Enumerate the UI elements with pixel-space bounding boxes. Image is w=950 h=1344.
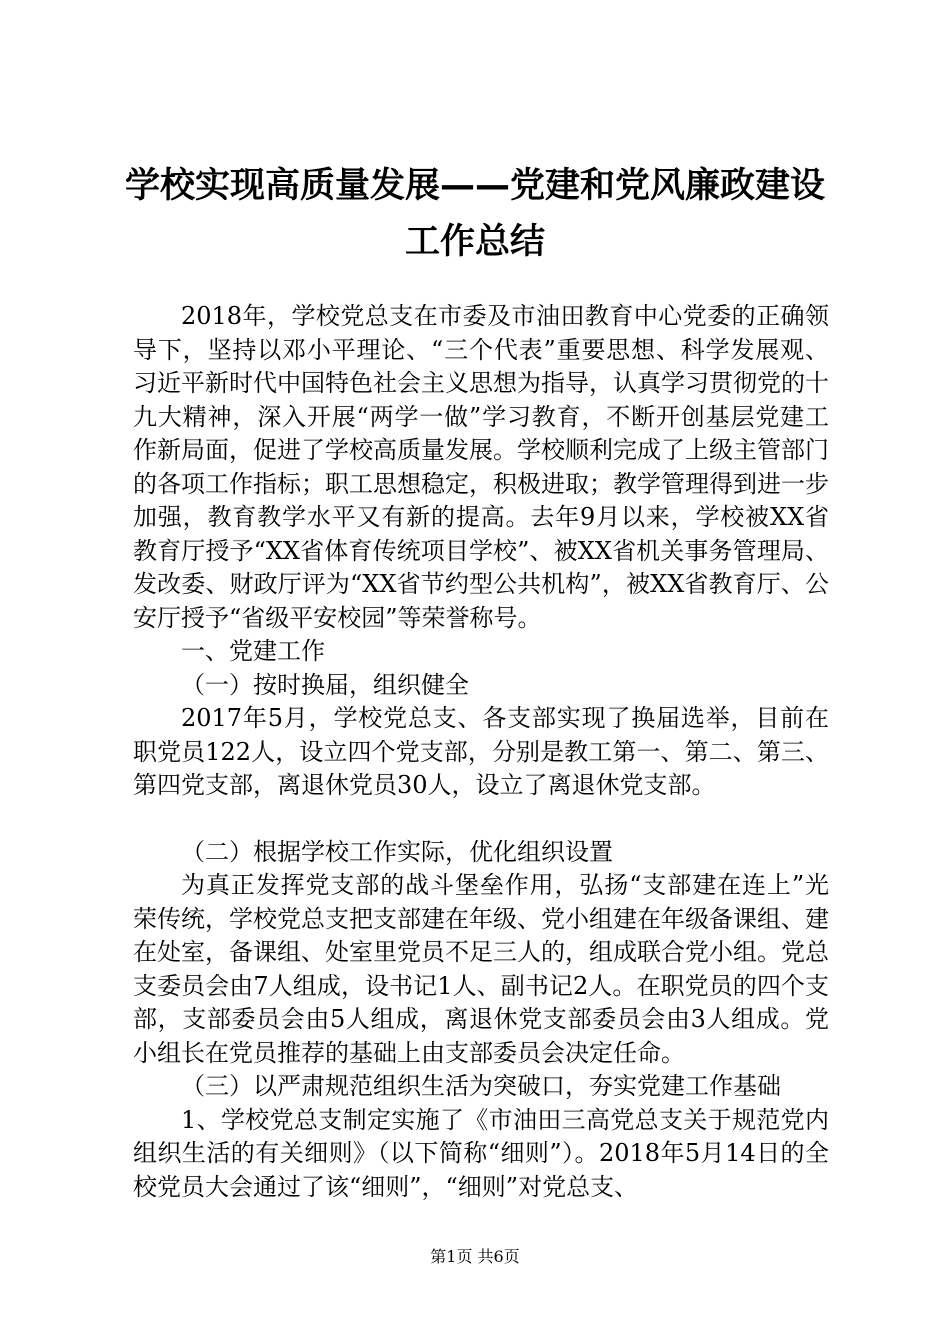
paragraph: 为真正发挥党支部的战斗堡垒作用，弘扬“支部建在连上”光荣传统，学校党总支把支部建在年级、党小组建在年级备课组、建在处室，备课组、处室里党员不足三人的，组成联合党小组。党总支委员会由7人组成，设书记1人、副书记2人。在职党员的四个支部，支部委员会由5人组成，离退休党支部委员会由3人组成。党小组长在党员推荐的基础上由支部委员会决定任命。 bbox=[133, 871, 829, 1067]
subsection-heading: （二）根据学校工作实际，优化组织设置 bbox=[181, 837, 613, 866]
subsection-heading: （一）按时换届，组织健全 bbox=[181, 670, 469, 699]
subsection-heading: （三）以严肃规范组织生活为突破口，夯实党建工作基础 bbox=[181, 1072, 781, 1100]
document-title-line-2: 工作总结 bbox=[404, 222, 545, 262]
paragraph-intro: 2018年，学校党总支在市委及市油田教育中心党委的正确领导下，坚持以邓小平理论、“三个代表”重要思想、科学发展观、习近平新时代中国特色社会主义思想为指导，认真学习贯彻党的十九大精神，深入开展“两学一做”学习教育，不断开创基层党建工作新局面，促进了学校高质量发展。学校顺利完成了上级主管部门的各项工作指标；职工思想稳定，积极进取；教学管理得到进一步加强，教育教学水平又有新的提高。去年9月以来，学校被XX省教育厅授予“XX省体育传统项目学校”、被XX省机关事务管理局、发改委、财政厅评为“XX省节约型公共机构”，被XX省教育厅、公安厅授予“省级平安校园”等荣誉称号。 bbox=[133, 302, 829, 632]
page-footer: 第1页 共6页 bbox=[430, 1247, 520, 1266]
document-title-line-1: 学校实现高质量发展——党建和党风廉政建设 bbox=[124, 166, 825, 206]
paragraph: 2017年5月，学校党总支、各支部实现了换届选举，目前在职党员122人，设立四个党支部，分别是教工第一、第二、第三、第四党支部，离退休党员30人，设立了离退休党支部。 bbox=[133, 704, 829, 799]
paragraph: 1、学校党总支制定实施了《市油田三高党总支关于规范党内组织生活的有关细则》（以下简称“细则”）。2018年5月14日的全校党员大会通过了该“细则”，“细则”对党总支、 bbox=[133, 1105, 829, 1201]
section-heading: 一、党建工作 bbox=[181, 637, 325, 665]
document-body bbox=[133, 300, 829, 1204]
